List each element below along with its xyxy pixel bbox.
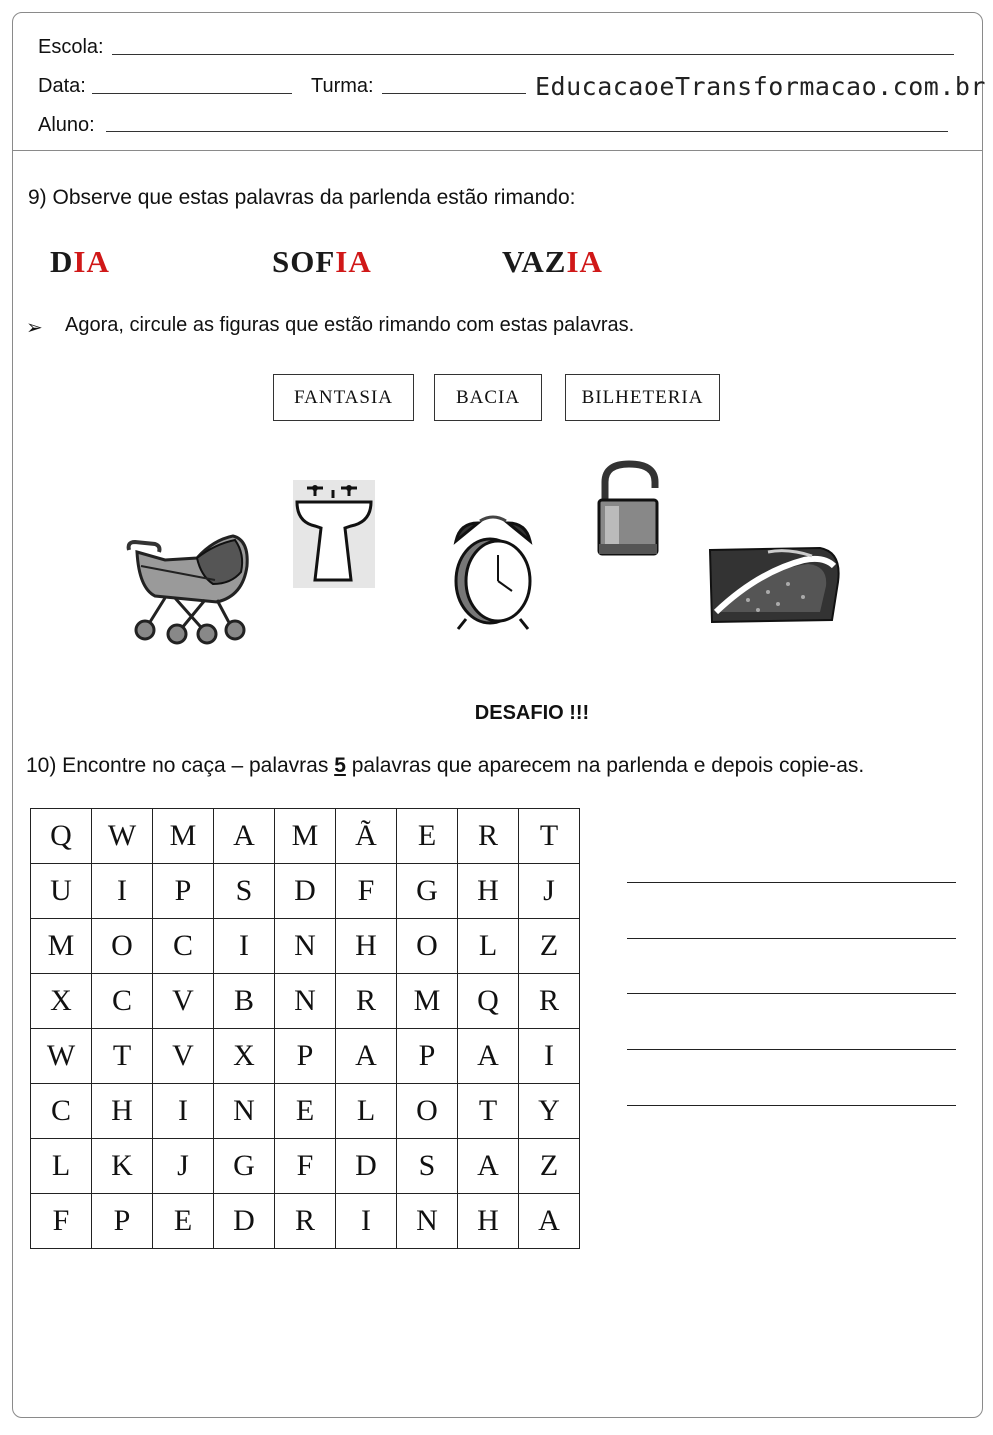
- baby-carriage-icon[interactable]: [125, 530, 255, 648]
- grid-cell[interactable]: C: [31, 1084, 92, 1139]
- grid-cell[interactable]: I: [92, 864, 153, 919]
- grid-cell[interactable]: X: [214, 1029, 275, 1084]
- school-line[interactable]: [112, 54, 954, 55]
- grid-cell[interactable]: K: [92, 1139, 153, 1194]
- answer-line-5[interactable]: [627, 1105, 956, 1106]
- grid-cell[interactable]: A: [458, 1139, 519, 1194]
- school-label: Escola:: [38, 36, 104, 58]
- grid-cell[interactable]: W: [92, 809, 153, 864]
- rhyme-word-sofia: SOFIA: [272, 244, 372, 279]
- grid-cell[interactable]: L: [336, 1084, 397, 1139]
- grid-cell[interactable]: A: [336, 1029, 397, 1084]
- grid-row: [31, 864, 580, 919]
- answer-line-1[interactable]: [627, 882, 956, 883]
- grid-cell[interactable]: L: [458, 919, 519, 974]
- question-10-prompt: 10) Encontre no caça – palavras 5 palavras que aparecem na parlenda e depois copie-as.: [26, 754, 865, 777]
- header-divider: [12, 150, 983, 151]
- answer-line-3[interactable]: [627, 993, 956, 994]
- grid-cell[interactable]: A: [519, 1194, 580, 1249]
- student-line[interactable]: [106, 131, 948, 132]
- grid-cell[interactable]: Q: [458, 974, 519, 1029]
- grid-cell[interactable]: F: [31, 1194, 92, 1249]
- grid-cell[interactable]: T: [92, 1029, 153, 1084]
- grid-cell[interactable]: D: [336, 1139, 397, 1194]
- class-label: Turma:: [311, 75, 374, 97]
- grid-cell[interactable]: E: [397, 809, 458, 864]
- grid-cell[interactable]: N: [397, 1194, 458, 1249]
- grid-cell[interactable]: C: [92, 974, 153, 1029]
- grid-cell[interactable]: P: [153, 864, 214, 919]
- grid-cell[interactable]: S: [397, 1139, 458, 1194]
- grid-cell[interactable]: Y: [519, 1084, 580, 1139]
- grid-cell[interactable]: Z: [519, 1139, 580, 1194]
- grid-cell[interactable]: V: [153, 1029, 214, 1084]
- grid-row: [31, 919, 580, 974]
- grid-cell[interactable]: H: [336, 919, 397, 974]
- challenge-heading: DESAFIO !!!: [474, 702, 590, 724]
- grid-cell[interactable]: A: [458, 1029, 519, 1084]
- grid-cell[interactable]: U: [31, 864, 92, 919]
- grid-cell[interactable]: G: [214, 1139, 275, 1194]
- grid-row: [31, 1029, 580, 1084]
- class-line[interactable]: [382, 93, 526, 94]
- rhyme-word-dia: DIA: [50, 244, 110, 279]
- grid-cell[interactable]: S: [214, 864, 275, 919]
- instruction-text: Agora, circule as figuras que estão rimando com estas palavras.: [65, 314, 635, 336]
- grid-cell[interactable]: Q: [31, 809, 92, 864]
- rhyme-word-vazia: VAZIA: [502, 244, 603, 279]
- grid-cell[interactable]: I: [336, 1194, 397, 1249]
- grid-cell[interactable]: N: [275, 974, 336, 1029]
- grid-row: [31, 1139, 580, 1194]
- grid-cell[interactable]: D: [214, 1194, 275, 1249]
- grid-cell[interactable]: R: [336, 974, 397, 1029]
- grid-cell[interactable]: F: [275, 1139, 336, 1194]
- alarm-clock-icon[interactable]: [450, 515, 536, 631]
- grid-cell[interactable]: I: [214, 919, 275, 974]
- date-label: Data:: [38, 75, 86, 97]
- grid-cell[interactable]: M: [397, 974, 458, 1029]
- grid-cell[interactable]: Z: [519, 919, 580, 974]
- grid-row: [31, 1084, 580, 1139]
- answer-line-4[interactable]: [627, 1049, 956, 1050]
- grid-cell[interactable]: B: [214, 974, 275, 1029]
- grid-row: [31, 809, 580, 864]
- grid-cell[interactable]: M: [153, 809, 214, 864]
- grid-cell[interactable]: A: [214, 809, 275, 864]
- grid-cell[interactable]: O: [92, 919, 153, 974]
- grid-cell[interactable]: D: [275, 864, 336, 919]
- sink-icon[interactable]: [293, 480, 375, 588]
- grid-cell[interactable]: J: [153, 1139, 214, 1194]
- grid-cell[interactable]: R: [275, 1194, 336, 1249]
- grid-cell[interactable]: P: [397, 1029, 458, 1084]
- grid-cell[interactable]: N: [275, 919, 336, 974]
- grid-cell[interactable]: E: [275, 1084, 336, 1139]
- answer-line-2[interactable]: [627, 938, 956, 939]
- grid-cell[interactable]: N: [214, 1084, 275, 1139]
- grid-cell[interactable]: I: [519, 1029, 580, 1084]
- grid-cell[interactable]: H: [458, 864, 519, 919]
- grid-row: [31, 974, 580, 1029]
- grid-cell[interactable]: M: [275, 809, 336, 864]
- grid-cell[interactable]: J: [519, 864, 580, 919]
- site-watermark: EducacaoeTransformacao.com.br: [535, 72, 986, 101]
- grid-cell[interactable]: X: [31, 974, 92, 1029]
- word-box-bilheteria: BILHETERIA: [565, 374, 720, 421]
- grid-cell[interactable]: I: [153, 1084, 214, 1139]
- word-search-grid: [30, 808, 580, 1249]
- grid-cell[interactable]: T: [458, 1084, 519, 1139]
- date-line[interactable]: [92, 93, 292, 94]
- grid-cell[interactable]: O: [397, 919, 458, 974]
- grid-cell[interactable]: P: [92, 1194, 153, 1249]
- word-count: 5: [334, 754, 346, 777]
- grid-cell[interactable]: F: [336, 864, 397, 919]
- rug-icon[interactable]: [708, 542, 842, 624]
- grid-cell[interactable]: H: [458, 1194, 519, 1249]
- grid-cell[interactable]: T: [519, 809, 580, 864]
- grid-cell[interactable]: R: [458, 809, 519, 864]
- grid-cell[interactable]: O: [397, 1084, 458, 1139]
- word-box-bacia: BACIA: [434, 374, 542, 421]
- question-9-prompt: 9) Observe que estas palavras da parlenda estão rimando:: [28, 186, 576, 209]
- grid-cell[interactable]: M: [31, 919, 92, 974]
- grid-cell[interactable]: H: [92, 1084, 153, 1139]
- grid-cell[interactable]: G: [397, 864, 458, 919]
- grid-cell[interactable]: C: [153, 919, 214, 974]
- grid-cell[interactable]: R: [519, 974, 580, 1029]
- grid-cell[interactable]: W: [31, 1029, 92, 1084]
- student-label: Aluno:: [38, 114, 95, 136]
- bullet-arrow-icon: ➢: [26, 317, 43, 339]
- grid-cell[interactable]: E: [153, 1194, 214, 1249]
- grid-cell[interactable]: L: [31, 1139, 92, 1194]
- grid-cell[interactable]: V: [153, 974, 214, 1029]
- grid-cell[interactable]: Ã: [336, 809, 397, 864]
- grid-cell[interactable]: P: [275, 1029, 336, 1084]
- padlock-icon[interactable]: [597, 460, 661, 558]
- grid-row: [31, 1194, 580, 1249]
- word-box-fantasia: FANTASIA: [273, 374, 414, 421]
